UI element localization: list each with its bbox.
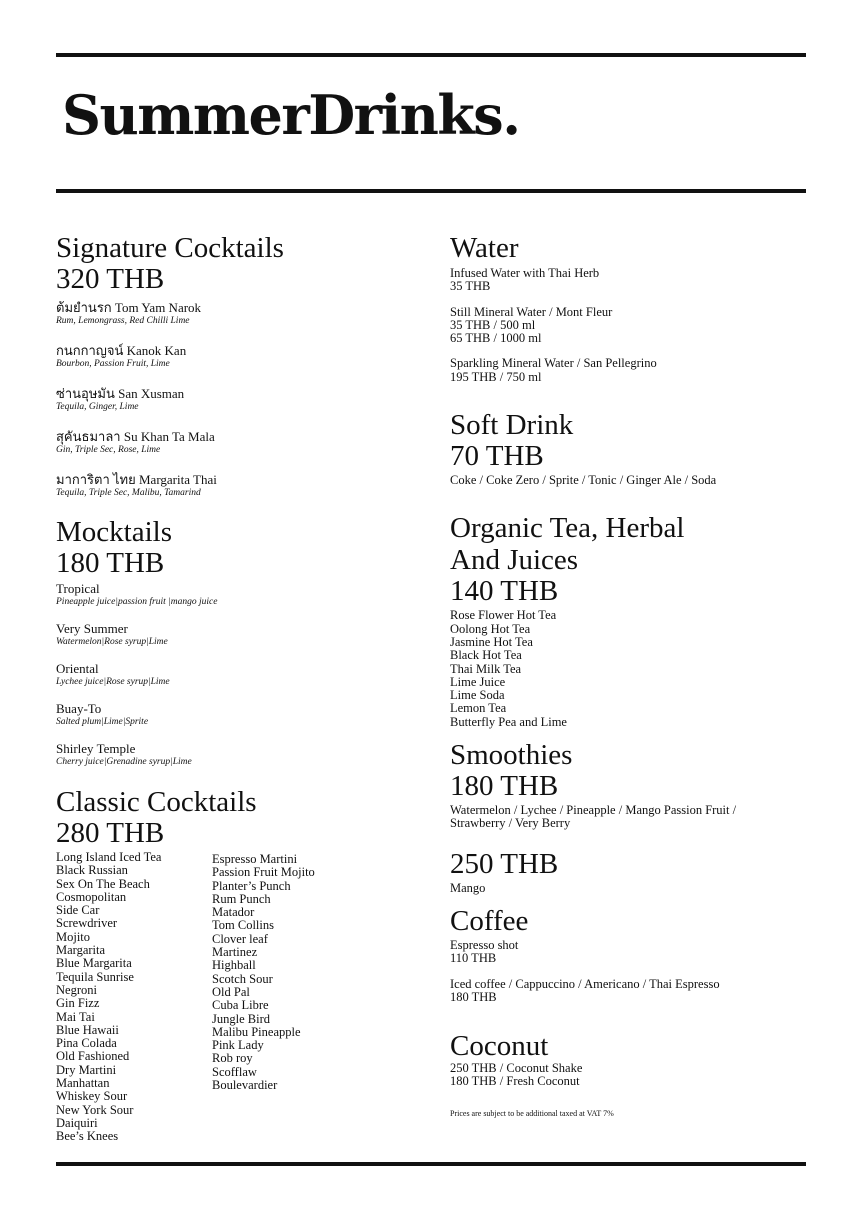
list-item: Coke / Coke Zero / Sprite / Tonic / Ginger Ale / Soda [450, 473, 717, 488]
list-item: Rose Flower Hot Tea [450, 608, 557, 623]
list-item: Side Car [56, 903, 100, 918]
list-item: Infused Water with Thai Herb [450, 266, 600, 280]
list-item: Blue Margarita [56, 956, 132, 971]
list-item [56, 662, 426, 688]
section-price: 140 THB [450, 575, 559, 608]
drink-description: Watermelon|Rose syrup|Lime [56, 637, 168, 647]
list-item: 35 THB / 500 ml [450, 317, 536, 332]
section-heading: Soft Drink [450, 409, 574, 442]
section-heading: Mocktails [56, 516, 172, 548]
coffee-section [450, 905, 810, 1004]
drink-name: กนกกาญจน์ Kanok Kan [56, 343, 187, 358]
list-item: Pina Colada [56, 1036, 117, 1051]
list-item: Manhattan [56, 1076, 110, 1091]
drink-name: สุคันธมาลา Su Khan Ta Mala [56, 429, 215, 444]
list-item: Oolong Hot Tea [450, 621, 531, 636]
list-item [56, 344, 426, 370]
list-item [56, 622, 426, 648]
drink-description: Salted plum|Lime|Sprite [56, 717, 149, 727]
list-item: Old Pal [212, 984, 250, 999]
section-price: 280 THB [56, 817, 165, 849]
drink-name: Tropical [56, 581, 100, 596]
drink-description: Tequila, Ginger, Lime [56, 402, 139, 412]
list-item [56, 387, 426, 413]
list-item: 65 THB / 1000 ml [450, 331, 542, 346]
list-item: Whiskey Sour [56, 1089, 128, 1104]
drink-name: มาการิตา ไทย Margarita Thai [56, 472, 217, 487]
list-item: Clover leaf [212, 931, 268, 946]
section-heading: Smoothies [450, 739, 573, 772]
water-section [450, 232, 810, 384]
list-item: Scofflaw [212, 1064, 257, 1079]
list-item: Butterfly Pea and Lime [450, 714, 567, 729]
section-price: 250 THB [450, 847, 559, 880]
list-item: Blue Hawaii [56, 1022, 119, 1037]
left-column [56, 232, 426, 1144]
list-item: Malibu Pineapple [212, 1024, 301, 1039]
classic-cocktails-section [56, 786, 426, 1144]
list-item [56, 473, 426, 499]
list-item: Scotch Sour [212, 971, 273, 986]
section-heading: Coconut [450, 1030, 549, 1063]
drink-description: Lychee juice|Rose syrup|Lime [56, 677, 170, 687]
drink-name: Buay-To [56, 701, 102, 716]
water-group [450, 267, 810, 294]
drink-name: Shirley Temple [56, 741, 136, 756]
list-item: Lime Juice [450, 674, 506, 689]
list-item: Martinez [212, 945, 258, 960]
list-item: Sex On The Beach [56, 876, 150, 891]
list-item: Mojito [56, 929, 91, 944]
section-price: 70 THB [450, 440, 544, 473]
drink-description: Tequila, Triple Sec, Malibu, Tamarind [56, 488, 201, 498]
list-item: 195 THB / 750 ml [450, 369, 542, 384]
vat-footnote: Prices are subject to be additional taxed at VAT 7% [450, 1108, 614, 1118]
list-item: Cosmopolitan [56, 889, 127, 904]
mocktails-section [56, 516, 426, 768]
list-item: Matador [212, 905, 255, 920]
list-item [56, 430, 426, 456]
coffee-group [450, 978, 810, 1005]
list-item: Daiquiri [56, 1115, 98, 1130]
right-column [450, 232, 810, 1119]
drink-description: Cherry juice|Grenadine syrup|Lime [56, 757, 192, 767]
list-item: Thai Milk Tea [450, 661, 522, 676]
list-item: Espresso Martini [212, 852, 298, 866]
list-item: Lemon Tea [450, 701, 507, 716]
coffee-group [450, 939, 810, 966]
list-item: 180 THB [450, 989, 497, 1004]
list-item: Pink Lady [212, 1038, 264, 1053]
spacer [450, 294, 810, 306]
drink-description: Bourbon, Passion Fruit, Lime [56, 359, 170, 369]
water-group [450, 306, 810, 346]
list-item: Tequila Sunrise [56, 969, 134, 984]
section-heading: Signature Cocktails [56, 232, 284, 264]
section-price: 320 THB [56, 263, 165, 295]
list-item: 180 THB / Fresh Coconut [450, 1074, 580, 1089]
list-item: Passion Fruit Mojito [212, 865, 315, 880]
list-item: Espresso shot [450, 937, 519, 952]
list-item: Iced coffee / Cappuccino / Americano / Thai Espresso [450, 976, 720, 991]
signature-cocktails-section [56, 232, 426, 499]
list-item: New York Sour [56, 1102, 134, 1117]
list-item: 35 THB [450, 279, 491, 294]
smoothies-section [450, 739, 810, 895]
organic-tea-section [450, 512, 810, 729]
bottom-rule [56, 1162, 806, 1166]
list-item: Jungle Bird [212, 1011, 270, 1026]
drink-name: Very Summer [56, 621, 128, 636]
drink-name: ซ่านอุษมัน San Xusman [56, 386, 185, 401]
list-item: Black Russian [56, 863, 128, 878]
section-price: 180 THB [450, 770, 559, 803]
list-item: Dry Martini [56, 1062, 117, 1077]
title-rule [56, 189, 806, 193]
list-item: Margarita [56, 943, 106, 958]
list-item: Boulevardier [212, 1078, 278, 1093]
list-item: Planter’s Punch [212, 878, 291, 893]
list-item: Bee’s Knees [56, 1129, 119, 1144]
list-item: 110 THB [450, 951, 497, 966]
drink-description: Rum, Lemongrass, Red Chilli Lime [56, 316, 190, 326]
list-item: Old Fashioned [56, 1049, 130, 1064]
list-item: Lime Soda [450, 688, 505, 703]
coconut-section [450, 1030, 810, 1089]
list-item: Sparkling Mineral Water / San Pellegrino [450, 356, 657, 371]
list-item: 250 THB / Coconut Shake [450, 1061, 583, 1076]
list-item: Mango [450, 880, 486, 895]
list-item [56, 582, 426, 608]
list-item: Still Mineral Water / Mont Fleur [450, 304, 613, 319]
list-item: Gin Fizz [56, 996, 100, 1011]
soft-drink-section [450, 409, 810, 487]
list-item: Highball [212, 958, 256, 973]
drink-description: Gin, Triple Sec, Rose, Lime [56, 445, 161, 455]
classic-cocktail-list [56, 851, 426, 1144]
list-item: Mai Tai [56, 1009, 95, 1024]
section-heading: Organic Tea, Herbal [450, 512, 685, 545]
water-group [450, 357, 810, 384]
section-heading: Water [450, 232, 519, 264]
spacer [450, 966, 810, 978]
list-item: Negroni [56, 982, 97, 997]
list-item: Jasmine Hot Tea [450, 634, 533, 649]
list-item [56, 702, 426, 728]
list-item: Watermelon / Lychee / Pineapple / Mango Passion Fruit / [450, 803, 737, 818]
list-item: Black Hot Tea [450, 648, 522, 663]
list-item: Tom Collins [212, 918, 274, 933]
list-item [56, 742, 426, 768]
list-item: Cuba Libre [212, 998, 269, 1013]
drink-name: Oriental [56, 661, 99, 676]
section-heading: And Juices [450, 544, 579, 577]
top-rule [56, 53, 806, 57]
list-item: Long Island Iced Tea [56, 850, 162, 864]
section-heading: Classic Cocktails [56, 786, 257, 818]
menu-title: SummerDrinks. [62, 83, 520, 147]
list-item: Screwdriver [56, 916, 118, 931]
section-heading: Coffee [450, 904, 529, 937]
classic-list-column-1 [56, 851, 212, 1144]
drink-name: ต้มยำนรก Tom Yam Narok [56, 300, 202, 315]
classic-list-column-2 [212, 851, 412, 1144]
list-item [56, 301, 426, 327]
drink-description: Pineapple juice|passion fruit |mango juice [56, 597, 218, 607]
list-item: Rob roy [212, 1051, 253, 1066]
list-item: Strawberry / Very Berry [450, 816, 571, 831]
list-item: Rum Punch [212, 891, 271, 906]
section-price: 180 THB [56, 547, 165, 579]
